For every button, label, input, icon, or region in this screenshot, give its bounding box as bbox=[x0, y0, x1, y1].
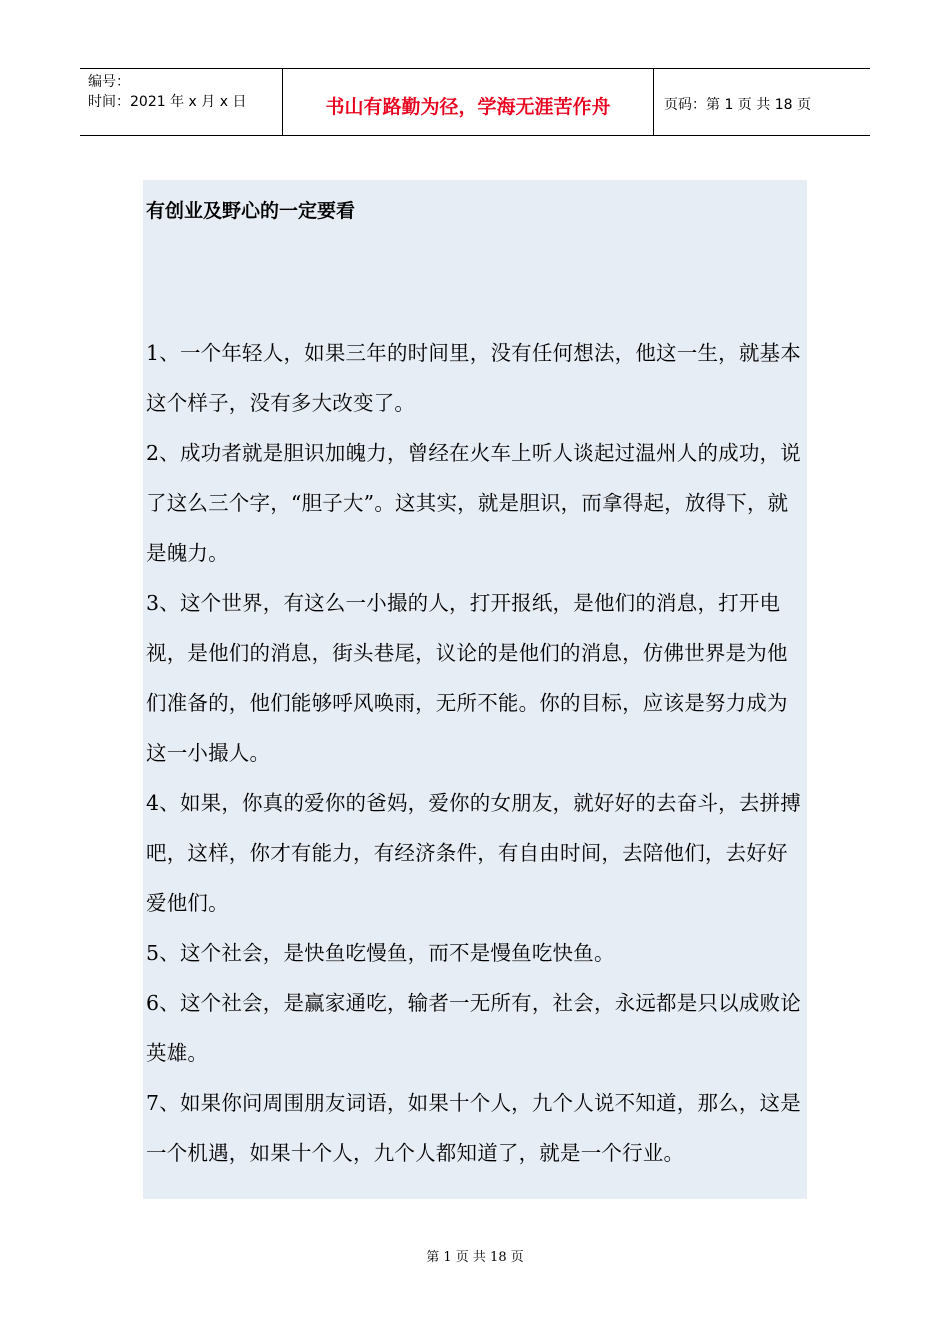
paragraph: 3、这个世界，有这么一小撮的人，打开报纸，是他们的消息，打开电视，是他们的消息，街头巷尾，议论的是他们的消息，仿佛世界是为他们准备的，他们能够呼风唤雨，无所不能。你的目标，应该是努力成为这一小撮人。 bbox=[146, 591, 788, 765]
header-page-info: 页码：第 1 页 共 18 页 bbox=[664, 97, 811, 113]
paragraph: 1、一个年轻人，如果三年的时间里，没有任何想法，他这一生，就基本这个样子，没有多大改变了。 bbox=[146, 341, 801, 415]
page-footer: 第 1 页 共 18 页 bbox=[426, 1250, 524, 1265]
header-motto: 书山有路勤为径，学海无涯苦作舟 bbox=[282, 69, 654, 135]
article-title: 有创业及野心的一定要看 bbox=[146, 200, 356, 222]
header-meta bbox=[80, 69, 282, 135]
time-label: 时间：2021 年 x 月 x 日 bbox=[88, 94, 247, 110]
paragraph-list bbox=[146, 328, 807, 1178]
article-body bbox=[143, 180, 807, 1199]
paragraph: 2、成功者就是胆识加魄力，曾经在火车上听人谈起过温州人的成功，说了这么三个字，“胆子大”。这其实，就是胆识，而拿得起，放得下，就是魄力。 bbox=[146, 441, 801, 565]
paragraph: 6、这个社会，是赢家通吃，输者一无所有，社会，永远都是只以成败论英雄。 bbox=[146, 991, 801, 1065]
document-header bbox=[80, 68, 870, 136]
number-label: 编号： bbox=[88, 74, 130, 90]
paragraph: 4、如果，你真的爱你的爸妈，爱你的女朋友，就好好的去奋斗，去拼搏吧，这样，你才有能力，有经济条件，有自由时间，去陪他们，去好好爱他们。 bbox=[146, 791, 801, 915]
paragraph: 7、如果你问周围朋友词语，如果十个人，九个人说不知道，那么，这是一个机遇，如果十个人，九个人都知道了，就是一个行业。 bbox=[146, 1091, 801, 1165]
paragraph: 5、这个社会，是快鱼吃慢鱼，而不是慢鱼吃快鱼。 bbox=[146, 941, 615, 965]
